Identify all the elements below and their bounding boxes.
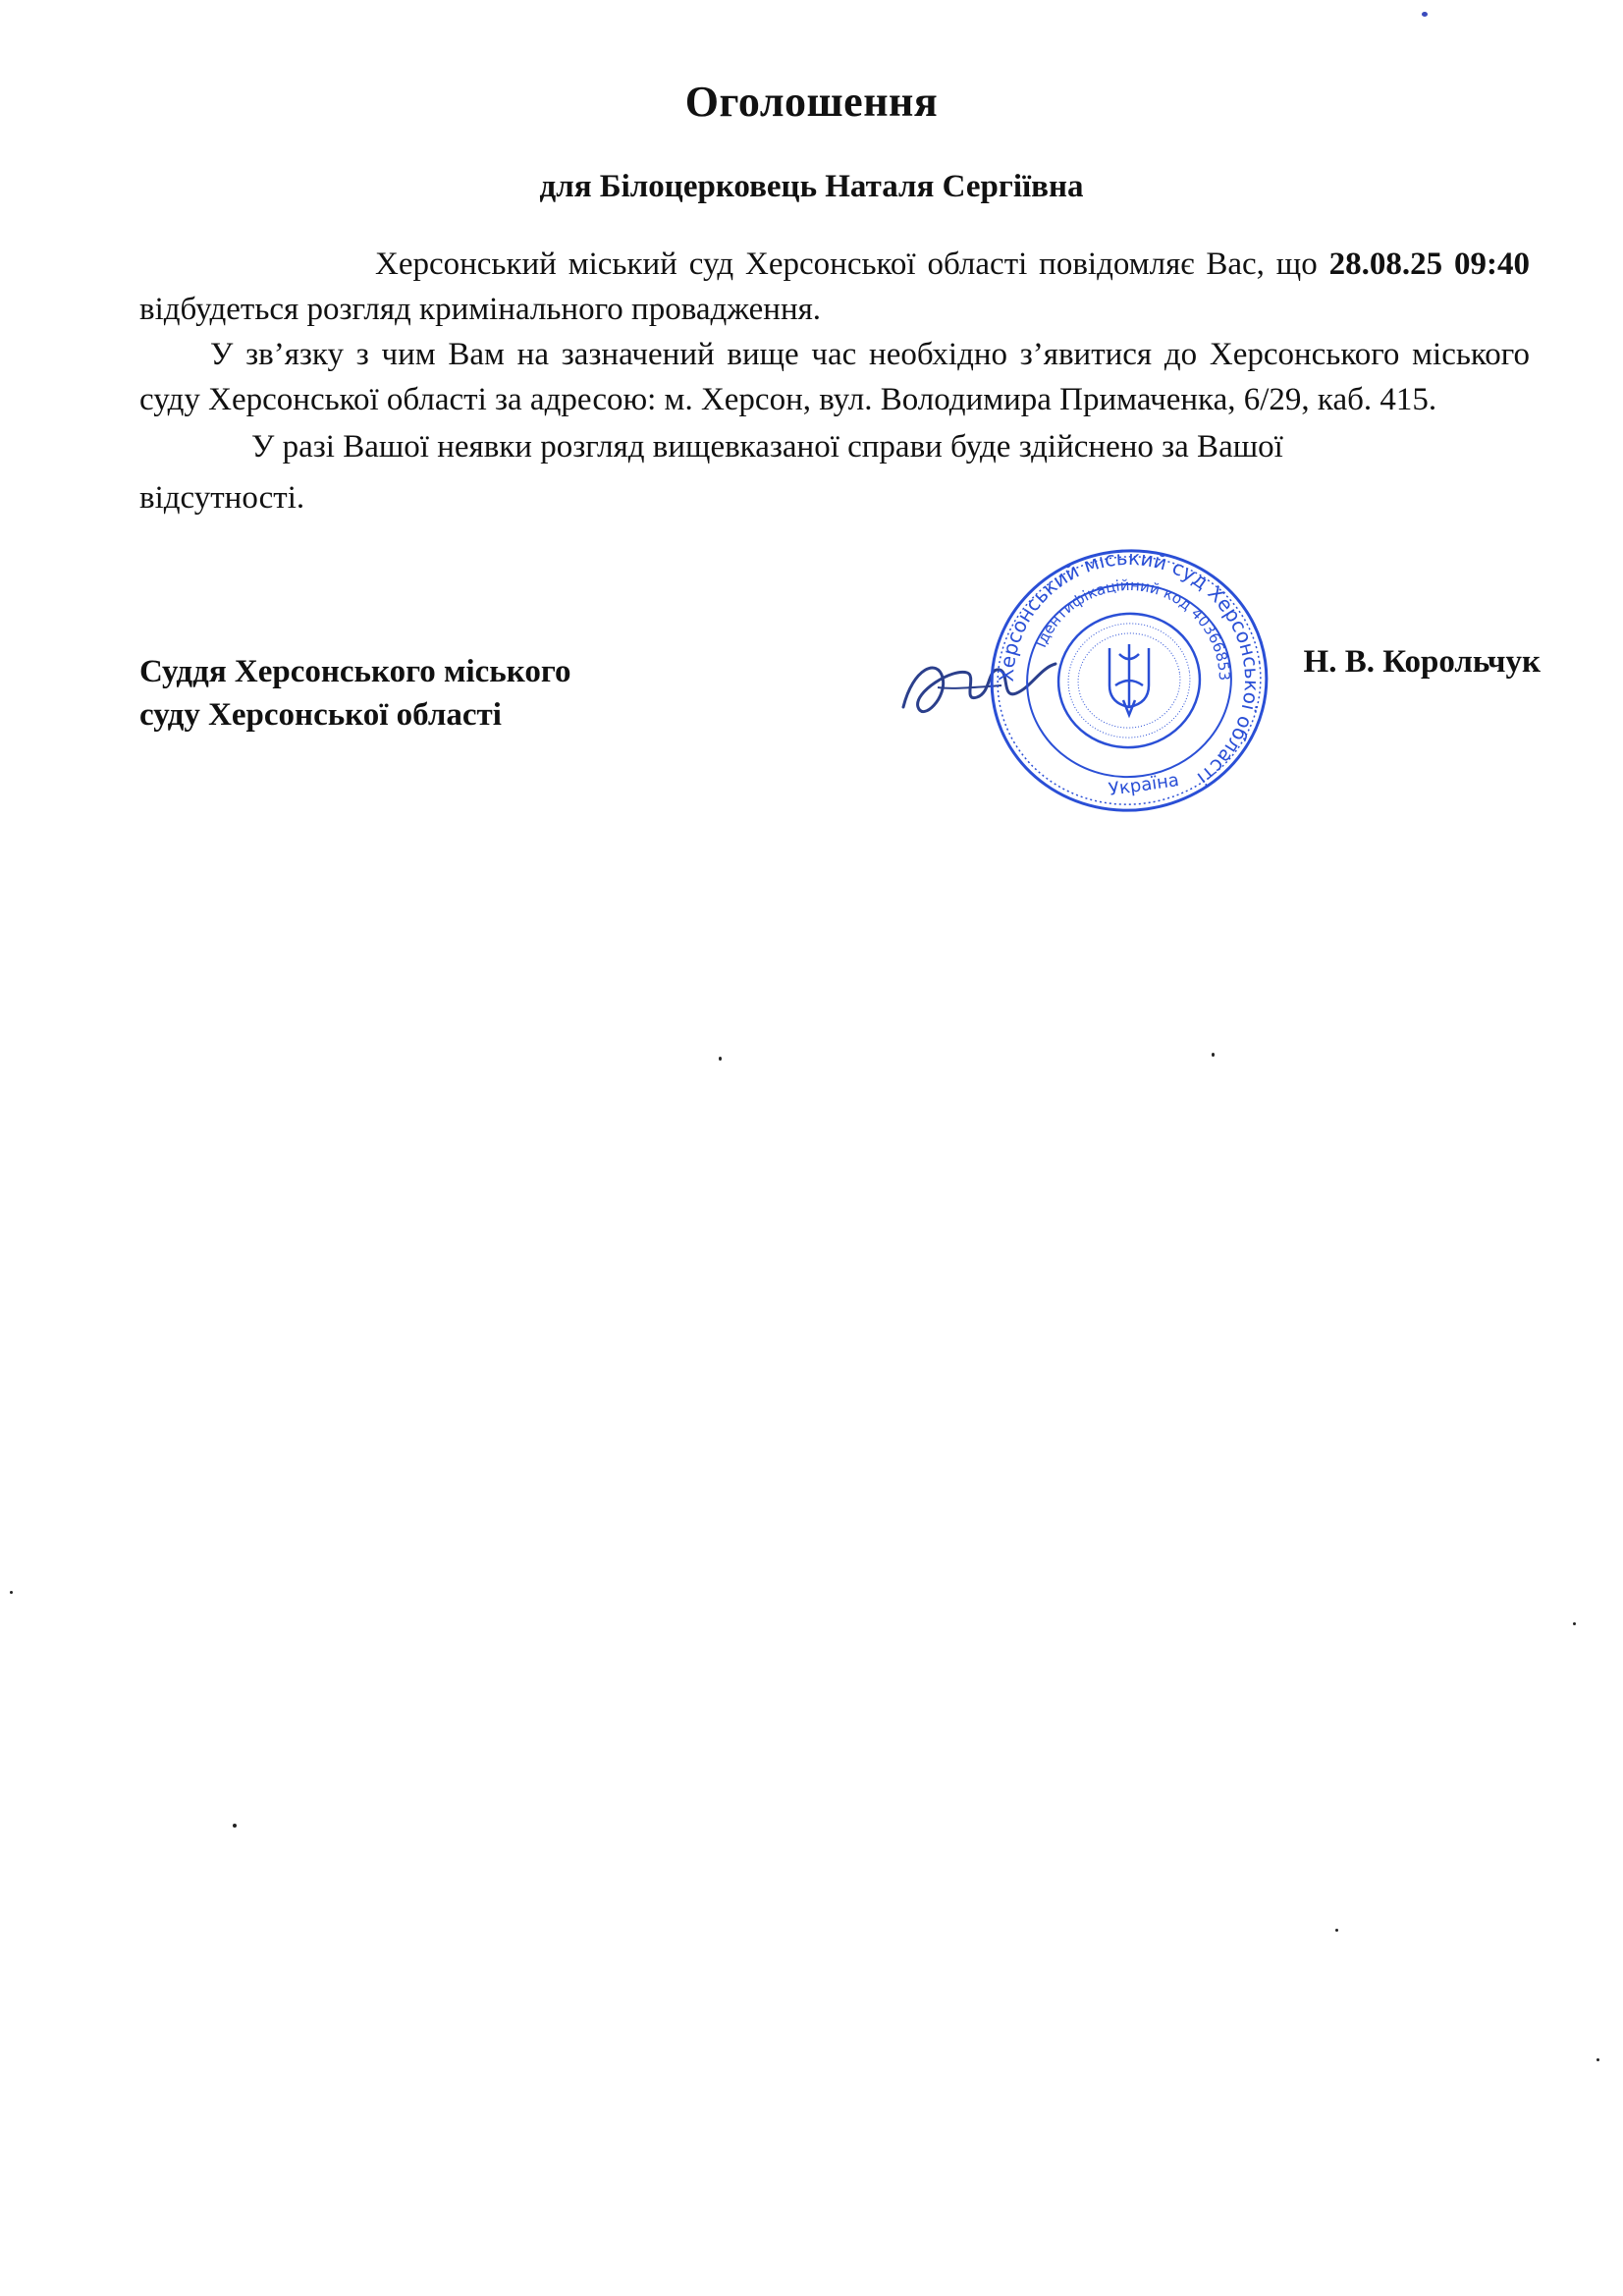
- scan-speck: [10, 1591, 13, 1594]
- paragraph-notice: [139, 242, 1530, 332]
- judge-position-line1: Суддя Херсонського міського: [139, 654, 571, 689]
- judge-position: [139, 650, 571, 737]
- official-seal: [972, 538, 1286, 823]
- scan-speck: [1335, 1929, 1338, 1932]
- scan-speck: [719, 1057, 722, 1061]
- scan-speck: [1212, 1053, 1215, 1057]
- seal-country: Україна: [1107, 770, 1181, 800]
- addressee-line: для Білоцерковець Наталя Сергіївна: [539, 169, 1084, 204]
- paragraph-notice-lead: Херсонський міський суд Херсонської області повідомляє Вас, що: [375, 246, 1318, 282]
- scan-speck: [1422, 12, 1428, 17]
- paragraph-absence: [139, 424, 1530, 520]
- seal-inner-text: Ідентифікаційний код 40366853: [1031, 575, 1234, 682]
- scan-speck: [1573, 1622, 1576, 1625]
- scan-speck: [233, 1824, 237, 1828]
- judge-position-line2: суду Херсонської області: [139, 697, 502, 733]
- scan-speck: [1596, 2058, 1599, 2061]
- paragraph-absence-lead: У разі Вашої неявки розгляд вищевказаної справи буде здійснено за Вашої: [251, 429, 1283, 465]
- paragraph-appearance: У зв’язку з чим Вам на зазначений вище час необхідно з’явитися до Херсонського міського суду Херсонської області за адресою: м. Херсон, вул. Володимира Примаченка, 6/29, каб. 415.: [139, 337, 1530, 417]
- seal-outer-text: Херсонський міський суд Херсонської області: [994, 545, 1265, 791]
- hearing-datetime: 28.08.25 09:40: [1328, 246, 1530, 282]
- document-body: [139, 242, 1530, 520]
- trident-emblem-icon: [1109, 644, 1149, 715]
- document-title: Оголошення: [684, 78, 939, 126]
- paragraph-notice-tail: відбудеться розгляд кримінального провадження.: [139, 292, 822, 327]
- judge-name: Н. В. Корольчук: [1303, 644, 1541, 680]
- paragraph-absence-tail: відсутності.: [139, 480, 305, 516]
